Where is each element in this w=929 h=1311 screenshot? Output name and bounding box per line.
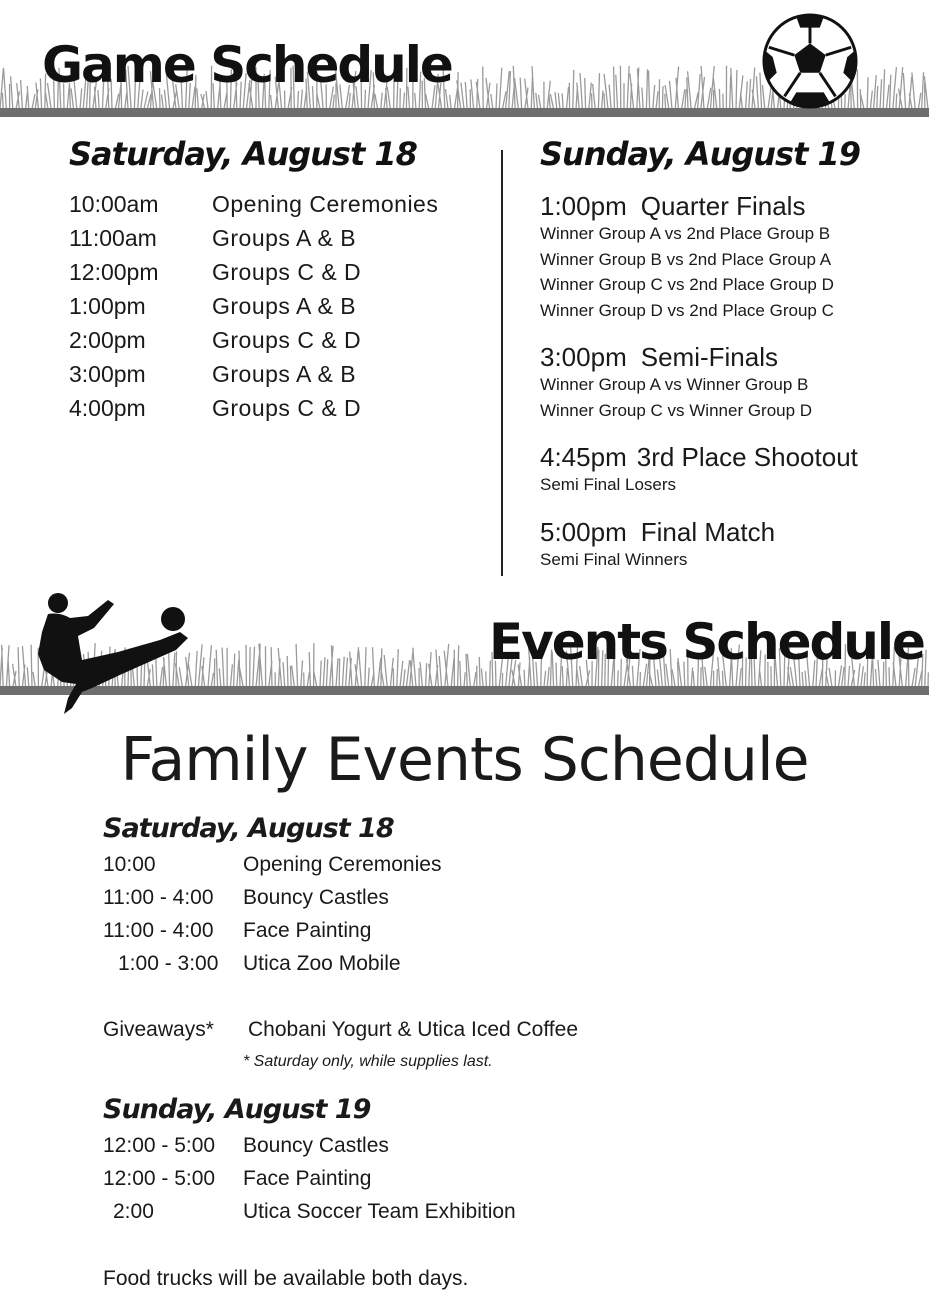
game-time: 4:00pm xyxy=(69,395,146,421)
event-time: 2:00 xyxy=(113,1200,154,1223)
column-divider xyxy=(501,150,503,576)
soccer-player-kick-icon xyxy=(30,588,205,718)
giveaways-note: * Saturday only, while supplies last. xyxy=(243,1053,493,1070)
game-event: Opening Ceremonies xyxy=(212,191,439,217)
match-line: Winner Group B vs 2nd Place Group A xyxy=(540,249,832,269)
family-sunday-heading: Sunday, August 19 xyxy=(103,1094,371,1125)
event-name: Face Painting xyxy=(243,919,372,942)
round-title: Semi-Finals xyxy=(640,342,778,372)
round-time: 3:00pm xyxy=(540,342,627,372)
giveaways-label: Giveaways* xyxy=(103,1018,214,1041)
event-time: 1:00 - 3:00 xyxy=(118,952,219,975)
match-line: Semi Final Losers xyxy=(540,475,677,494)
ball xyxy=(161,607,185,631)
round-semi-finals xyxy=(540,342,812,423)
match-line: Winner Group C vs Winner Group D xyxy=(540,400,813,420)
event-name: Opening Ceremonies xyxy=(243,853,442,876)
soccer-ball-icon xyxy=(761,12,859,110)
event-name: Utica Zoo Mobile xyxy=(243,952,401,975)
food-trucks-note: Food trucks will be available both days. xyxy=(103,1267,469,1290)
event-name: Bouncy Castles xyxy=(243,1134,389,1157)
event-time: 10:00 xyxy=(103,853,156,876)
family-events-title: Family Events Schedule xyxy=(120,725,809,795)
game-event: Groups C & D xyxy=(212,327,362,353)
round-time: 5:00pm xyxy=(540,517,627,547)
game-event: Groups A & B xyxy=(212,361,357,387)
game-time: 12:00pm xyxy=(69,259,159,285)
event-time: 11:00 - 4:00 xyxy=(103,919,214,942)
round-title: 3rd Place Shootout xyxy=(636,442,858,472)
match-line: Winner Group D vs 2nd Place Group C xyxy=(540,300,834,320)
saturday-heading: Saturday, August 18 xyxy=(69,135,417,173)
event-time: 12:00 - 5:00 xyxy=(103,1134,216,1157)
round-time: 1:00pm xyxy=(540,191,627,221)
game-schedule-title: Game Schedule xyxy=(42,36,452,94)
game-event: Groups A & B xyxy=(212,293,357,319)
round-heading xyxy=(540,342,812,372)
round-heading xyxy=(540,517,775,547)
game-event: Groups C & D xyxy=(212,259,362,285)
event-time: 11:00 - 4:00 xyxy=(103,886,214,909)
giveaways-row xyxy=(103,1013,579,1046)
round-final xyxy=(540,517,775,573)
event-name: Bouncy Castles xyxy=(243,886,389,909)
round-title: Quarter Finals xyxy=(640,191,806,221)
round-time: 4:45pm xyxy=(540,442,627,472)
event-name: Face Painting xyxy=(243,1167,372,1190)
round-third-place xyxy=(540,442,858,498)
game-time: 10:00am xyxy=(69,191,159,217)
round-heading xyxy=(540,191,834,221)
sunday-heading: Sunday, August 19 xyxy=(540,135,861,173)
family-saturday-heading: Saturday, August 18 xyxy=(103,813,394,844)
game-time: 2:00pm xyxy=(69,327,146,353)
giveaways-text: Chobani Yogurt & Utica Iced Coffee xyxy=(248,1018,579,1041)
event-time: 12:00 - 5:00 xyxy=(103,1167,216,1190)
match-line: Winner Group A vs Winner Group B xyxy=(540,375,809,394)
game-time: 1:00pm xyxy=(69,293,146,319)
round-heading xyxy=(540,442,858,472)
game-time: 11:00am xyxy=(69,225,157,251)
game-time: 3:00pm xyxy=(69,361,146,387)
event-name: Utica Soccer Team Exhibition xyxy=(243,1200,516,1223)
events-schedule-title: Events Schedule xyxy=(489,613,924,671)
round-title: Final Match xyxy=(640,517,776,547)
match-line: Winner Group C vs 2nd Place Group D xyxy=(540,275,834,294)
match-line: Semi Final Winners xyxy=(540,550,688,569)
game-event: Groups C & D xyxy=(212,395,362,421)
match-line: Winner Group A vs 2nd Place Group B xyxy=(540,224,831,243)
game-event: Groups A & B xyxy=(212,225,357,251)
round-quarter-finals xyxy=(540,191,834,323)
